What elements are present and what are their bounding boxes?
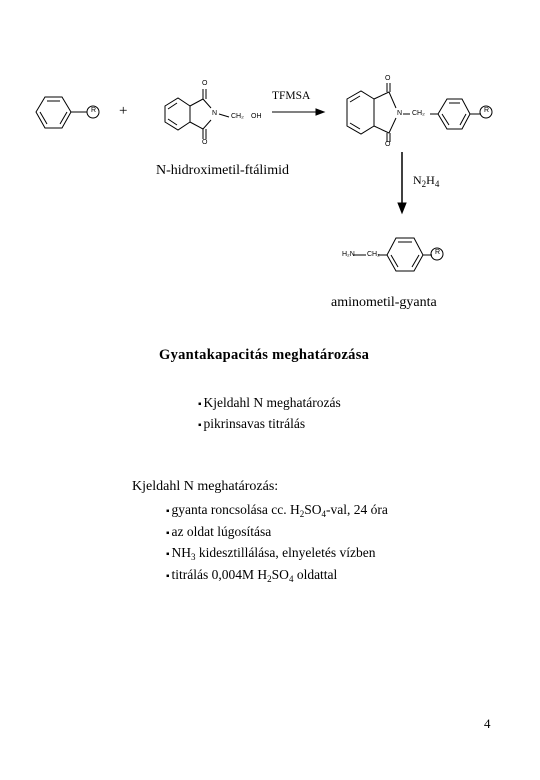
method-item-pikrinsav: ▪ pikrinsavas titrálás	[198, 416, 305, 432]
resin-label-1: R	[91, 107, 97, 114]
amine-ch2-label: CH₂	[367, 251, 380, 258]
section-title: Gyantakapacitás meghatározása	[159, 347, 370, 363]
kjeldahl-step-2: ▪ az oldat lúgosítása	[166, 524, 271, 540]
method-item-kjeldahl: ▪ Kjeldahl N meghatározás	[198, 395, 341, 411]
resin-label-3: R	[435, 249, 441, 256]
page-number: 4	[484, 716, 491, 731]
atom-o-top-reactant: O	[202, 80, 208, 87]
atom-o-top-product: O	[385, 75, 391, 82]
resin-label-2: R	[484, 107, 490, 114]
reaction-scheme	[0, 0, 540, 300]
atom-o-bottom-product: O	[385, 141, 391, 148]
atom-o-bottom-reactant: O	[202, 139, 208, 146]
amine-h2n-label: H₂N	[342, 251, 355, 258]
product-ch2-label: CH₂	[412, 110, 425, 117]
kjeldahl-step-3: ▪ $NH_3$ kidesztillálása, elnyeletés vízben	[166, 545, 375, 561]
reagent-hydrazine: $N_2H_4$	[413, 173, 440, 189]
kjeldahl-step-1: ▪ gyanta roncsolása cc. $H_2SO_4$-val, 24 óra	[166, 502, 388, 518]
product-name: aminometil-gyanta	[331, 295, 437, 310]
reactant-ch2-label: CH₂	[231, 113, 244, 120]
kjeldahl-step-4: ▪ titrálás 0,004M $H_2SO_4$ oldattal	[166, 567, 337, 583]
reactant-oh-label: OH	[251, 113, 262, 120]
atom-n-product: N	[397, 110, 403, 117]
kjeldahl-heading: Kjeldahl N meghatározás:	[132, 479, 279, 494]
reactant-name: N-hidroximetil-ftálimid	[156, 163, 289, 178]
phthalimide-reactant	[165, 89, 229, 139]
reagent-tfmsa: TFMSA	[272, 90, 311, 102]
plus-sign: +	[119, 103, 128, 119]
atom-n-reactant: N	[212, 110, 218, 117]
benzene-resin-reactant	[36, 97, 99, 128]
